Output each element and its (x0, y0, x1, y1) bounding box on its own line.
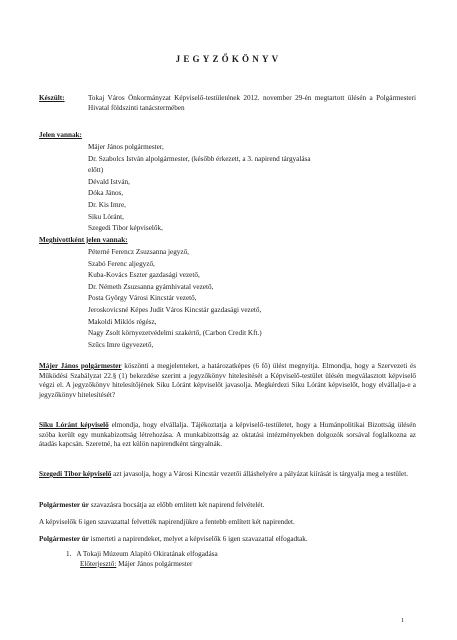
speaker-name: Szegedi Tibor képviselő (39, 470, 112, 478)
invited-heading: Meghívottként jelen vannak: (39, 236, 128, 244)
presenter-name: Májer János polgármester (116, 559, 193, 568)
present-member: Dóka János, (88, 189, 124, 198)
invited-member: Nagy Zsolt környezetvédelmi szakértő, (Carbon Credit Kft.) (88, 329, 262, 338)
paragraph-text: ismerteti a napirendeket, melyet a képviselők 6 igen szavazattal elfogadtak. (88, 535, 308, 543)
paragraph-vote-result: A képviselők 6 igen szavazattal felvették napirendjükre a fentebb említett két napirendet. (39, 518, 295, 526)
invited-member: Péterné Ferencz Zsuzsanna jegyző, (88, 248, 189, 256)
paragraph-siku (39, 421, 416, 450)
paragraph-text: elmondja, hogy elvállalja. Tájékoztatja a képviselő-testületet, hogy a Humánpolitikai Bizottság ülésén szóba került egy munkabizottság létrehozása. A munkabizottság az oktatási intézményekben dolgozók sorsával foglalkozna az átadás kapcsán. Szeretné, ha ezt külön napirendként tárgyalnák. (39, 421, 416, 449)
paragraph-text: köszönti a megjelenteket, a határozatképes (6 fő) ülést megnyitja. Elmondja, hogy a Szervezeti és Működési Szabályzat 22.§ (1) bekezdése szerint a jegyzőkönyv hitelesítését a Képviselő-testület ülésén megválasztott képviselő végzi el. A jegyzőkönyv hitelesítőjének Siku Lóránt képviselőt javasolja. Megkérdezi Siku Lóránt képviselőt, hogy elvállalja-e a jegyzőkönyv hitelesítését? (39, 362, 416, 399)
present-member: Dr. Kis Imre, (88, 200, 126, 209)
paragraph-text: azt javasolja, hogy a Városi Kincstár vezetői álláshelyére a pályázat kiírását is tárgyalja meg a testület. (111, 470, 408, 478)
present-member: Dévald István, (88, 177, 130, 186)
speaker-name: Májer János polgármester (39, 362, 122, 370)
speaker-name: Polgármester úr (39, 501, 89, 509)
present-member: Dr. Szabolcs István alpolgármester, (később érkezett, a 3. napirend tárgyalása (88, 154, 311, 163)
intro-text: Tokaj Város Önkormányzat Képviselő-testületének 2012. november 29-én megtartott ülésén a Polgármesteri Hivatal földszinti tanácstermében (88, 94, 416, 112)
invited-member: Jeroskovicsné Képes Judit Város Kincstár gazdasági vezető, (88, 305, 262, 314)
invited-member: Szabó Ferenc aljegyző, (88, 259, 155, 268)
page-number: 1 (401, 617, 405, 624)
present-member: Májer János polgármester, (88, 143, 164, 151)
intro-label: Készült: (39, 94, 65, 102)
paragraph-agenda-intro (39, 535, 416, 545)
speaker-name: Polgármester úr (39, 535, 89, 543)
invited-list (88, 248, 408, 352)
present-member: Siku Lóránt, (88, 212, 124, 221)
invited-member: Szűcs Imre ügyvezető, (88, 340, 154, 349)
agenda-item: 1. A Tokaji Múzeum Alapító Okiratának elfogadása (66, 550, 218, 558)
presenter-label: Előterjesztő: (80, 559, 117, 568)
invited-member: Makoldi Miklós régész, (88, 317, 157, 326)
document-title: JEGYZŐKÖNYV (175, 54, 282, 64)
speaker-name: Siku Lóránt képviselő (39, 421, 109, 429)
present-member: előtt) (88, 166, 104, 175)
paragraph-text: szavazásra bocsátja az előbb említett két napirend felvételét. (88, 501, 265, 509)
invited-member: Kuba-Kovács Eszter gazdasági vezető, (88, 271, 200, 280)
paragraph-szegedi (39, 470, 416, 480)
present-list (88, 143, 408, 236)
agenda-list (66, 550, 406, 569)
agenda-presenter (66, 560, 406, 570)
present-heading: Jelen vannak: (39, 131, 82, 139)
invited-member: Posta György Városi Kincstár vezető, (88, 294, 197, 303)
invited-member: Dr. Németh Zsuzsanna gyámhivatal vezető, (88, 282, 214, 291)
paragraph-vote-call (39, 501, 416, 511)
present-member: Szegedi Tibor képviselők, (88, 224, 163, 233)
paragraph-opening (39, 362, 416, 400)
